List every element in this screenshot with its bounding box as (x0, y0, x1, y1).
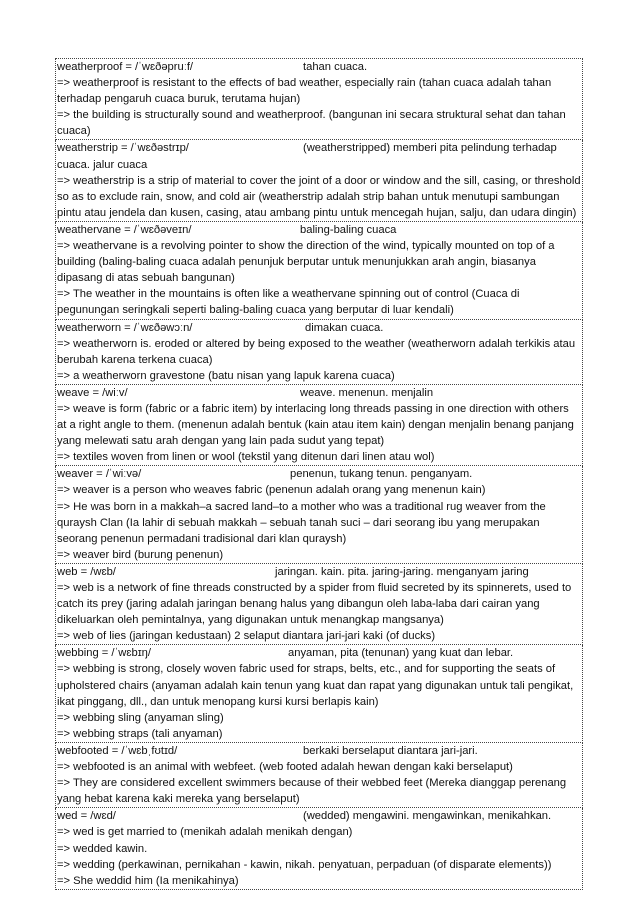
example-line: => the building is structurally sound and weatherproof. (bangunan ini secara struktural sehat dan tahan cuaca) (57, 109, 566, 138)
example-line: => wed is get married to (menikah adalah menikah dengan) (57, 826, 353, 839)
entry-web (55, 564, 583, 645)
example-line: => wedding (perkawinan, pernikahan - kawin, nikah. penyatuan, perpaduan (of disparate elements)) (57, 858, 552, 871)
example-line: => webbing is strong, closely woven fabric used for straps, belts, etc., and for supporting the seats of upholstered chairs (anyaman adalah kain tenun yang kuat dan rapat yang digunakan untuk tali pengikat, ikat pinggang, dll., dan untuk menopang kursi kursi berlapis kain) (57, 663, 574, 708)
example-line: => webfooted is an animal with webfeet. (web footed adalah hewan dengan kaki berselaput) (57, 761, 513, 774)
entry-head (57, 808, 581, 824)
example-line: => web is a network of fine threads constructed by a spider from fluid secreted by its spinnerets, used to catch its prey (jaring adalah jaringan benang halus yang dibangun oleh laba-laba dari cairan yang dikeluarkan oleh pemintalnya, yang digunakan untuk menangkap mangsanya) (57, 582, 572, 627)
entry-weatherstrip (55, 140, 583, 221)
entry-wed (55, 808, 583, 889)
translation: (wedded) mengawini. mengawinkan, menikahkan. (303, 810, 552, 823)
translation: weave. menenun. menjalin (300, 386, 434, 399)
entry-head (57, 320, 581, 336)
example-line: cuaca. jalur cuaca (57, 158, 148, 171)
example-line: => The weather in the mountains is often like a weathervane spinning out of control (Cuaca di pegunungan seringkali seperti baling-baling cuaca yang berputar di luar kendali) (57, 288, 520, 317)
entry-weave (55, 385, 583, 466)
entry-head (57, 466, 581, 482)
example-line: => weatherstrip is a strip of material to cover the joint of a door or window and the sill, casing, or threshold so as to exclude rain, snow, and cold air (weatherstrip adalah strip bahan untuk menutupi sambungan pintu atau jendela dan kusen, casing, atau ambang pintu untuk mencegah hujan, salju, dan udara dingin) (57, 174, 581, 219)
entry-webbing (55, 645, 583, 743)
entry-head (57, 222, 581, 238)
example-line: => webbing sling (anyaman sling) (57, 711, 224, 724)
translation: jaringan. kain. pita. jaring-jaring. menganyam jaring (275, 565, 529, 578)
headword: weatherproof = /ˈwɛðəpruːf/ (57, 61, 194, 73)
translation: anyaman, pita (tenunan) yang kuat dan lebar. (288, 647, 514, 660)
headword: weatherworn = /ˈwɛðəwɔːn/ (57, 321, 193, 334)
entry-head (57, 385, 581, 401)
example-line: => They are considered excellent swimmers because of their webbed feet (Mereka dianggap perenang yang hebat karena kaki mereka yang berselaput) (57, 777, 567, 806)
dictionary-table (55, 58, 583, 890)
headword: webfooted = /ˈwɛbˌfʊtɪd/ (57, 744, 178, 757)
translation: baling-baling cuaca (300, 223, 397, 236)
headword: webbing = /ˈwɛbɪŋ/ (57, 647, 152, 660)
example-line: => weaver is a person who weaves fabric (penenun adalah orang yang menenun kain) (57, 484, 486, 497)
translation: tahan cuaca. (303, 61, 368, 73)
example-line: => He was born in a makkah–a sacred land–to a mother who was a traditional rug weaver from the quraysh Clan (Ia lahir di sebuah makkah – sebuah tanah suci – dari seorang ibu yang merupakan seorang penenun permadani tradisional dari klan quraysh) (57, 500, 546, 545)
example-line: => webbing straps (tali anyaman) (57, 727, 223, 740)
entry-head (57, 564, 581, 580)
entry-head (57, 59, 581, 75)
entry-head (57, 140, 581, 156)
example-line: => weathervane is a revolving pointer to show the direction of the wind, typically mounted on top of a building (baling-baling cuaca adalah penunjuk berputar untuk menunjukkan arah angin, biasanya dipasang di atas sebuah bangunan) (57, 240, 555, 285)
example-line: => weave is form (fabric or a fabric item) by interlacing long threads passing in one direction with others at a right angle to them. (menenun adalah bentuk (kain atau item kain) dengan menjalin benang panjang yang melewati satu arah dengan yang lain pada sudut yang tepat) (57, 402, 574, 448)
entry-weatherworn (55, 320, 583, 385)
example-line: => web of lies (jaringan kedustaan) 2 selaput diantara jari-jari kaki (of ducks) (57, 630, 436, 643)
example-line: => a weatherworn gravestone (batu nisan yang lapuk karena cuaca) (57, 369, 395, 382)
entry-weathervane (55, 222, 583, 320)
example-line: => textiles woven from linen or wool (tekstil yang ditenun dari linen atau wol) (57, 451, 435, 464)
entry-weaver (55, 466, 583, 564)
headword: weaver = /ˈwiːvə/ (57, 468, 142, 481)
translation: berkaki berselaput diantara jari-jari. (303, 744, 478, 757)
example-line: => weatherproof is resistant to the effects of bad weather, especially rain (tahan cuaca adalah tahan terhadap pengaruh cuaca buruk, terutama hujan) (57, 77, 552, 106)
entry-head (57, 645, 581, 661)
headword: web = /wɛb/ (57, 565, 116, 578)
entry-head (57, 743, 581, 759)
example-line: => weatherworn is. eroded or altered by being exposed to the weather (weatherworn adalah terkikis atau berubah karena terkena cuaca) (57, 337, 576, 366)
headword: weathervane = /ˈwɛðəveɪn/ (57, 223, 192, 236)
translation: dimakan cuaca. (305, 321, 384, 334)
example-line: => wedded kawin. (57, 842, 148, 855)
headword: wed = /wɛd/ (57, 810, 116, 823)
entry-webfooted (55, 743, 583, 808)
example-line: => She weddid him (Ia menikahinya) (57, 874, 239, 887)
headword: weave = /wiːv/ (57, 386, 128, 399)
entry-weatherproof (55, 59, 583, 140)
translation: (weatherstripped) memberi pita pelindung terhadap (303, 142, 557, 155)
translation: penenun, tukang tenun. penganyam. (290, 468, 473, 481)
headword: weatherstrip = /ˈwɛðəstrɪp/ (57, 142, 189, 155)
example-line: => weaver bird (burung penenun) (57, 548, 224, 561)
